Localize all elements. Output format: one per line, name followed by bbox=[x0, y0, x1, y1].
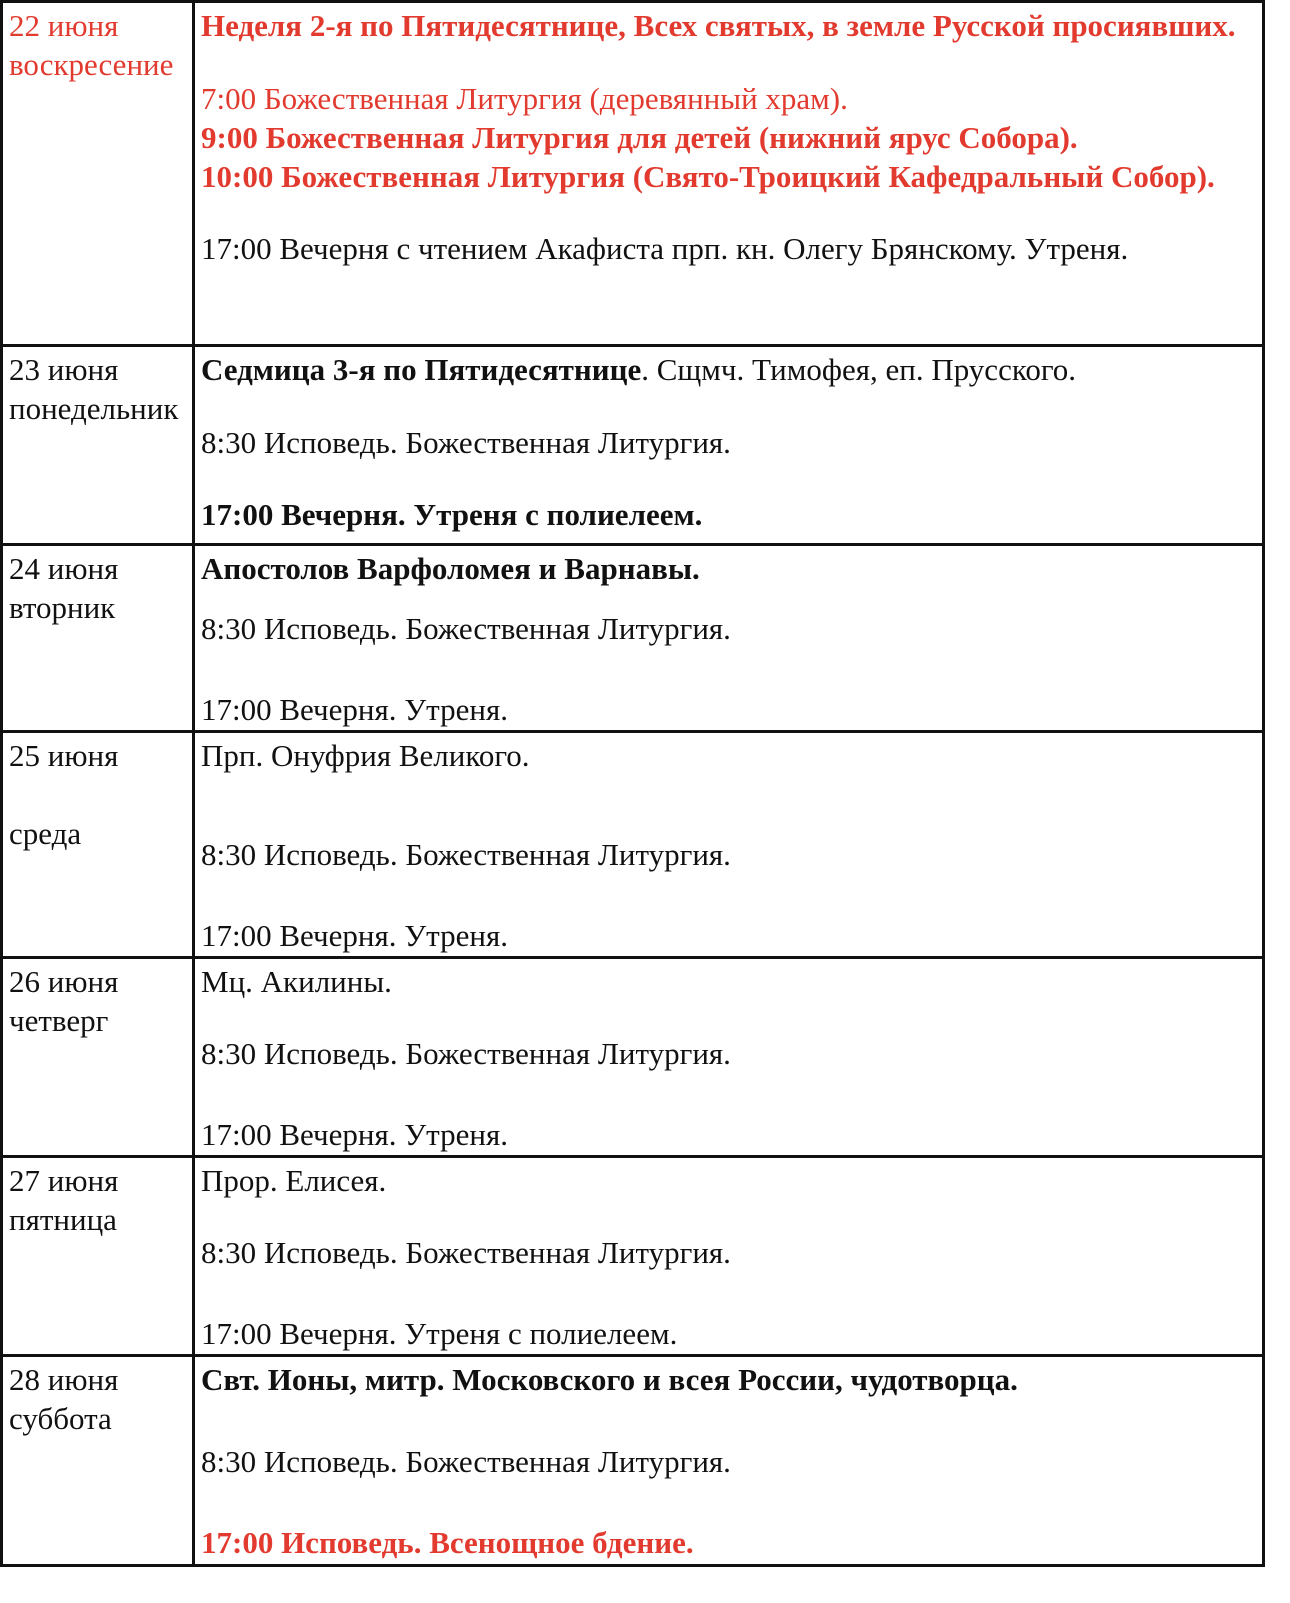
services-cell bbox=[194, 732, 1264, 958]
date-label: 27 июня bbox=[9, 1163, 119, 1198]
weekday-label: среда bbox=[9, 816, 82, 851]
day-title-rest: . Сщмч. Тимофея, еп. Прусского. bbox=[641, 352, 1077, 387]
weekday-label: четверг bbox=[9, 1003, 109, 1038]
service-line: 17:00 Вечерня. Утреня. bbox=[201, 1117, 508, 1152]
date-label: 25 июня bbox=[9, 738, 119, 773]
day-title-bold: Седмица 3-я по Пятидесятнице bbox=[201, 352, 642, 387]
day-row bbox=[2, 732, 1264, 958]
service-line: 8:30 Исповедь. Божественная Литургия. bbox=[201, 837, 731, 872]
services-cell bbox=[194, 958, 1264, 1157]
day-row bbox=[2, 1157, 1264, 1356]
date-label: 28 июня bbox=[9, 1362, 119, 1397]
services-cell bbox=[194, 1157, 1264, 1356]
service-line: 17:00 Вечерня. Утреня. bbox=[201, 918, 508, 953]
weekday-label: вторник bbox=[9, 590, 116, 625]
date-label: 24 июня bbox=[9, 551, 119, 586]
weekday-label: пятница bbox=[9, 1202, 117, 1237]
service-line: 17:00 Вечерня с чтением Акафиста прп. кн. Олегу Брянскому. Утреня. bbox=[201, 231, 1129, 266]
date-label: 26 июня bbox=[9, 964, 119, 999]
date-label: 23 июня bbox=[9, 352, 119, 387]
service-line: 17:00 Вечерня. Утреня. bbox=[201, 692, 508, 727]
day-title: Прор. Елисея. bbox=[201, 1163, 387, 1198]
date-cell bbox=[2, 346, 194, 545]
service-line: 17:00 Вечерня. Утреня с полиелеем. bbox=[201, 497, 703, 532]
date-cell bbox=[2, 2, 194, 346]
day-row bbox=[2, 2, 1264, 346]
services-cell bbox=[194, 1356, 1264, 1566]
day-row bbox=[2, 1356, 1264, 1566]
day-title: Свт. Ионы, митр. Московского и всея России, чудотворца. bbox=[201, 1362, 1018, 1397]
service-line: 8:30 Исповедь. Божественная Литургия. bbox=[201, 425, 731, 460]
weekday-label: воскресение bbox=[9, 47, 174, 82]
date-cell bbox=[2, 958, 194, 1157]
service-line: 7:00 Божественная Литургия (деревянный храм). bbox=[201, 81, 848, 116]
date-cell bbox=[2, 1356, 194, 1566]
day-title: Мц. Акилины. bbox=[201, 964, 392, 999]
day-row bbox=[2, 958, 1264, 1157]
date-cell bbox=[2, 545, 194, 732]
day-row bbox=[2, 346, 1264, 545]
services-cell bbox=[194, 346, 1264, 545]
day-title: Прп. Онуфрия Великого. bbox=[201, 738, 530, 773]
service-line: 17:00 Вечерня. Утреня с полиелеем. bbox=[201, 1316, 678, 1351]
service-line: 8:30 Исповедь. Божественная Литургия. bbox=[201, 1235, 731, 1270]
service-line: 17:00 Исповедь. Всенощное бдение. bbox=[201, 1525, 694, 1560]
service-line: 8:30 Исповедь. Божественная Литургия. bbox=[201, 611, 731, 646]
day-title: Апостолов Варфоломея и Варнавы. bbox=[201, 551, 700, 586]
service-line: 9:00 Божественная Литургия для детей (нижний ярус Собора). bbox=[201, 120, 1078, 155]
services-cell bbox=[194, 545, 1264, 732]
date-cell bbox=[2, 1157, 194, 1356]
service-line: 10:00 Божественная Литургия (Свято-Троицкий Кафедральный Собор). bbox=[201, 159, 1215, 194]
day-row bbox=[2, 545, 1264, 732]
services-cell bbox=[194, 2, 1264, 346]
day-title bbox=[201, 350, 1260, 389]
weekday-label: суббота bbox=[9, 1401, 112, 1436]
day-title: Неделя 2-я по Пятидесятнице, Всех святых, в земле Русской просиявших. bbox=[201, 8, 1236, 43]
service-line: 8:30 Исповедь. Божественная Литургия. bbox=[201, 1444, 731, 1479]
date-label: 22 июня bbox=[9, 8, 119, 43]
service-line: 8:30 Исповедь. Божественная Литургия. bbox=[201, 1036, 731, 1071]
date-cell bbox=[2, 732, 194, 958]
weekday-label: понедельник bbox=[9, 391, 179, 426]
